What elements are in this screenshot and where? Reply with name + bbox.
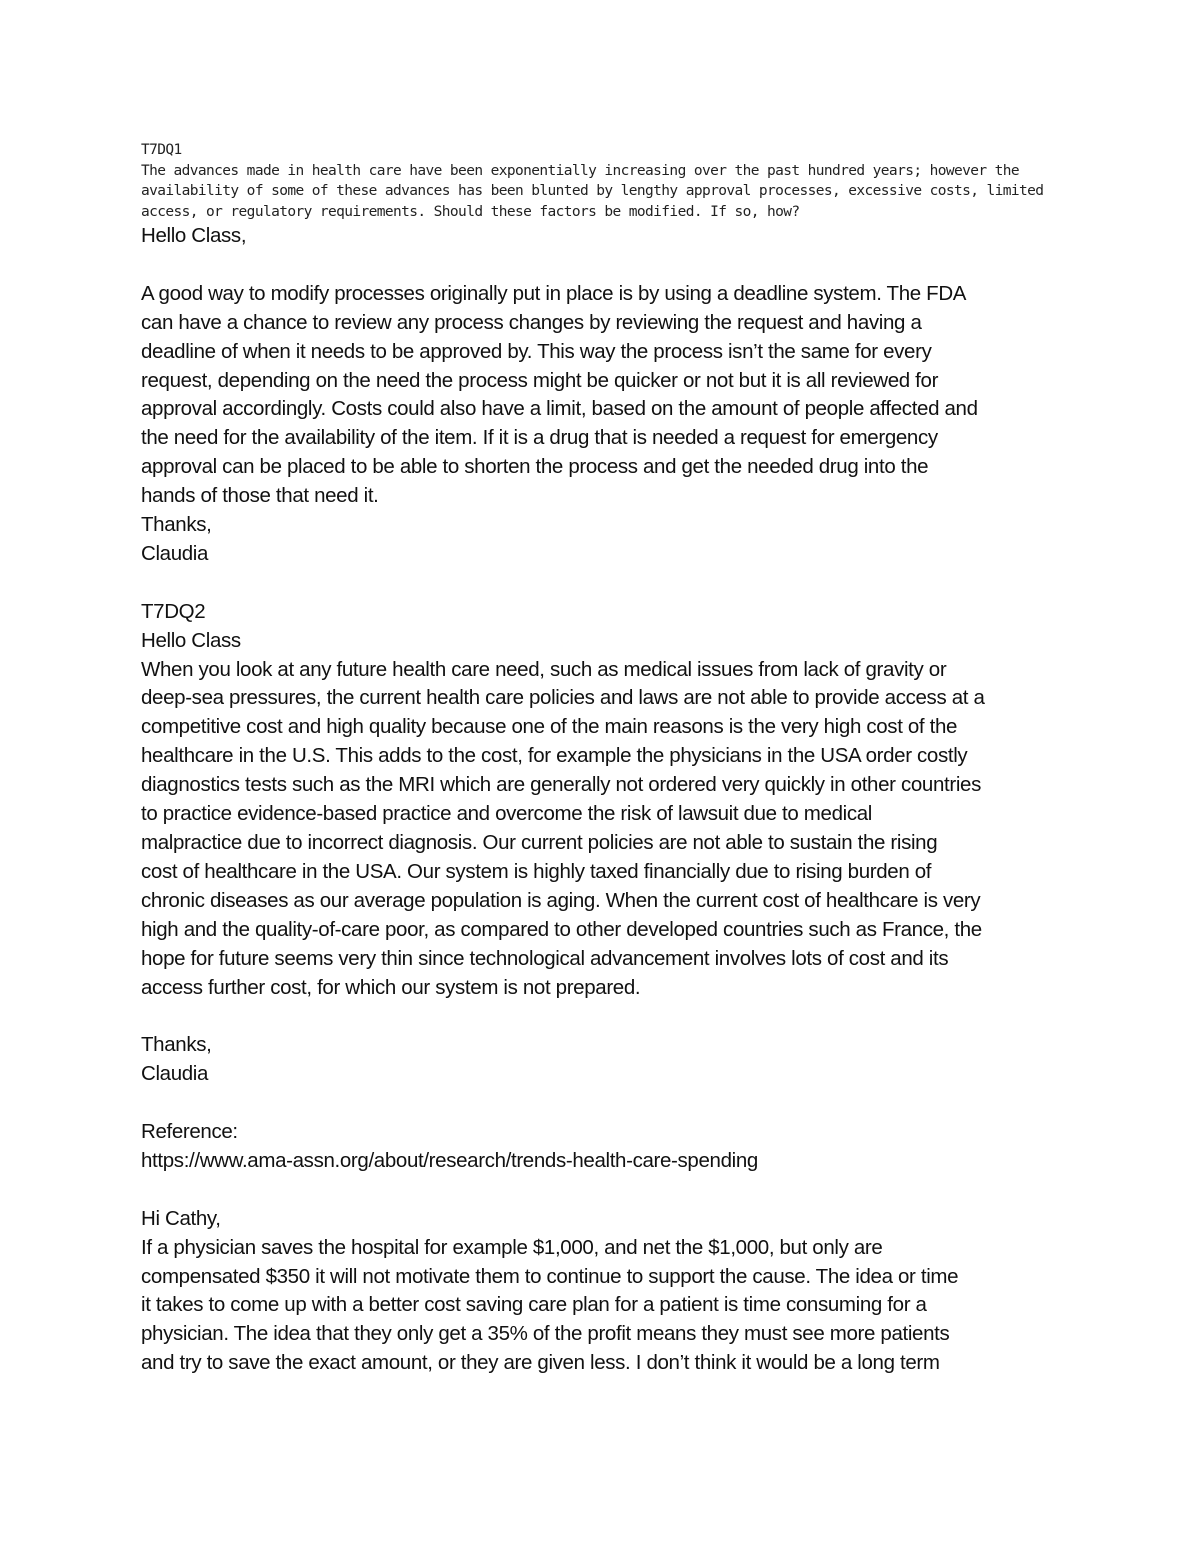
t7dq2-paragraph-line: deep-sea pressures, the current health care policies and laws are not able to provide access at a: [141, 686, 985, 710]
t7dq1-heading: T7DQ1: [141, 142, 182, 158]
reply-paragraph-line: it takes to come up with a better cost saving care plan for a patient is time consuming for a: [141, 1293, 927, 1317]
reply-paragraph-line: physician. The idea that they only get a 35% of the profit means they must see more patients: [141, 1322, 950, 1346]
t7dq1-prompt-line: access, or regulatory requirements. Should these factors be modified. If so, how?: [141, 203, 800, 220]
t7dq2-paragraph-line: malpractice due to incorrect diagnosis. Our current policies are not able to sustain the rising: [141, 831, 938, 854]
t7dq1-closing: Thanks,: [141, 513, 212, 537]
t7dq2-paragraph-line: competitive cost and high quality because one of the main reasons is the very high cost of the: [141, 715, 958, 739]
t7dq1-paragraph-line: approval accordingly. Costs could also have a limit, based on the amount of people affected and: [141, 397, 978, 421]
t7dq2-closing: Thanks,: [141, 1033, 212, 1057]
spacer: [141, 1176, 1081, 1205]
spacer: [141, 1089, 1081, 1118]
reply-paragraph-line: compensated $350 it will not motivate them to continue to support the cause. The idea or time: [141, 1264, 959, 1288]
document-page: [141, 140, 1081, 1378]
t7dq2-greeting: Hello Class: [141, 628, 241, 652]
t7dq1-paragraph-line: can have a chance to review any process changes by reviewing the request and having a: [141, 310, 922, 334]
reply-paragraph-line: If a physician saves the hospital for example $1,000, and net the $1,000, but only are: [141, 1235, 883, 1259]
reference-url: https://www.ama-assn.org/about/research/trends-health-care-spending: [141, 1148, 758, 1172]
spacer: [141, 569, 1081, 598]
t7dq1-prompt-block: [141, 140, 1081, 222]
t7dq1-paragraph-line: approval can be placed to be able to shorten the process and get the needed drug into the: [141, 455, 929, 479]
reply-paragraph-line: and try to save the exact amount, or they are given less. I don’t think it would be a long term: [141, 1351, 940, 1375]
spacer: [141, 251, 1081, 280]
t7dq1-prompt-line: The advances made in health care have been exponentially increasing over the past hundred years; however the: [141, 162, 1020, 179]
t7dq2-paragraph-line: high and the quality-of-care poor, as compared to other developed countries such as France, the: [141, 917, 982, 941]
t7dq1-signature: Claudia: [141, 541, 209, 565]
t7dq1-response: [141, 222, 1081, 1378]
t7dq2-paragraph-line: chronic diseases as our average population is aging. When the current cost of healthcare is very: [141, 888, 981, 912]
t7dq2-paragraph-line: access further cost, for which our system is not prepared.: [141, 975, 641, 999]
t7dq2-paragraph-line: healthcare in the U.S. This adds to the cost, for example the physicians in the USA order costly: [141, 744, 968, 768]
t7dq2-heading: T7DQ2: [141, 599, 206, 623]
t7dq1-paragraph-line: request, depending on the need the process might be quicker or not but it is all reviewed for: [141, 368, 939, 392]
t7dq1-paragraph-line: hands of those that need it.: [141, 484, 379, 508]
t7dq1-prompt-line: availability of some of these advances has been blunted by lengthy approval processes, excessive costs, limited: [141, 183, 1044, 199]
t7dq1-greeting: Hello Class,: [141, 224, 247, 247]
t7dq2-paragraph-line: to practice evidence-based practice and overcome the risk of lawsuit due to medical: [141, 802, 872, 826]
spacer: [141, 1002, 1081, 1031]
t7dq2-signature: Claudia: [141, 1062, 209, 1086]
t7dq1-paragraph-line: deadline of when it needs to be approved by. This way the process isn’t the same for every: [141, 339, 932, 363]
reply-greeting: Hi Cathy,: [141, 1206, 221, 1230]
t7dq2-paragraph-line: hope for future seems very thin since technological advancement involves lots of cost and its: [141, 946, 949, 970]
t7dq2-paragraph-line: diagnostics tests such as the MRI which are generally not ordered very quickly in other countries: [141, 773, 982, 797]
t7dq1-paragraph-line: the need for the availability of the item. If it is a drug that is needed a request for emergency: [141, 426, 938, 450]
t7dq1-paragraph-line: A good way to modify processes originally put in place is by using a deadline system. The FDA: [141, 281, 967, 305]
t7dq2-paragraph-line: cost of healthcare in the USA. Our system is highly taxed financially due to rising burden of: [141, 859, 932, 883]
t7dq2-paragraph-line: When you look at any future health care need, such as medical issues from lack of gravity or: [141, 657, 947, 681]
reference-label: Reference:: [141, 1120, 238, 1144]
